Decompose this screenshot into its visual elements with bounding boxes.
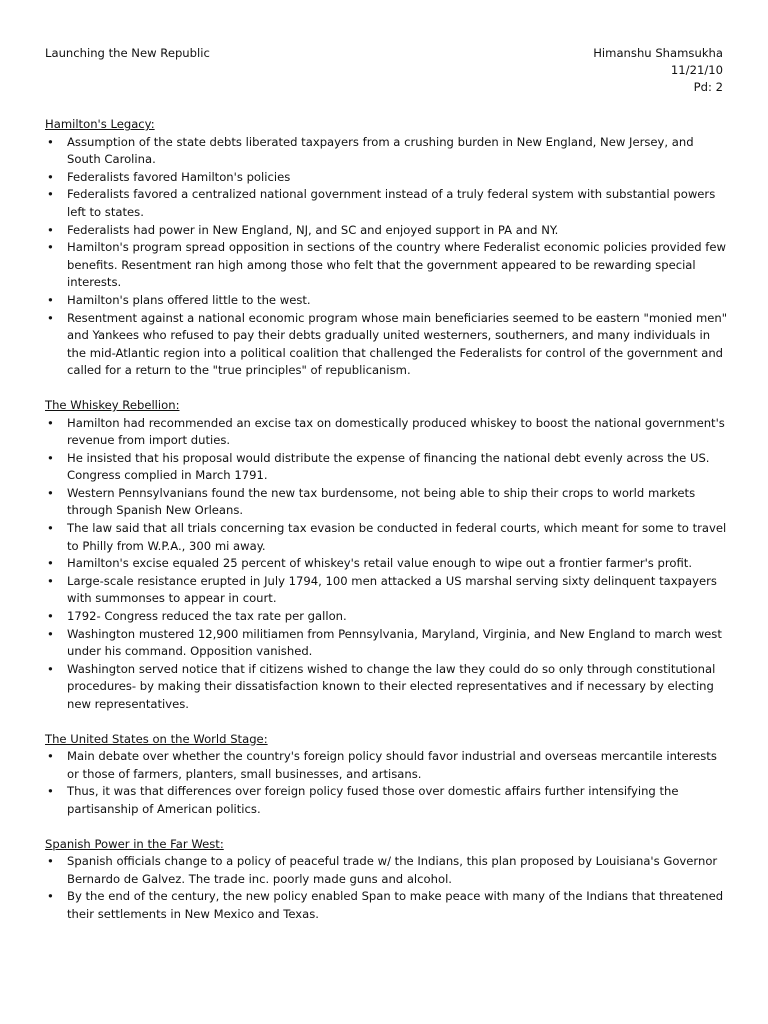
bullet-item: • Hamilton's plans offered little to the west. bbox=[45, 292, 729, 310]
bullet-list bbox=[45, 853, 729, 923]
section-whiskey-rebellion bbox=[45, 397, 729, 714]
bullet-list bbox=[45, 415, 729, 714]
author-name: Himanshu Shamsukha bbox=[593, 46, 723, 60]
bullet-item: • He insisted that his proposal would distribute the expense of financing the national debt evenly across the US. Congress complied in March 1791. bbox=[45, 450, 729, 485]
document-meta bbox=[593, 45, 723, 97]
bullet-item: • The law said that all trials concerning tax evasion be conducted in federal courts, which meant for some to travel to Philly from W.P.A., 300 mi away. bbox=[45, 520, 729, 555]
document-date: 11/21/10 bbox=[670, 63, 723, 78]
bullet-item: • Assumption of the state debts liberated taxpayers from a crushing burden in New England, New Jersey, and South Carolina. bbox=[45, 134, 729, 169]
bullet-item: • Western Pennsylvanians found the new tax burdensome, not being able to ship their crops to world markets through Spanish New Orleans. bbox=[45, 485, 729, 520]
bullet-item: • Federalists had power in New England, NJ, and SC and enjoyed support in PA and NY. bbox=[45, 222, 729, 240]
section-heading: The Whiskey Rebellion: bbox=[45, 397, 180, 412]
document-title: Launching the New Republic bbox=[45, 46, 210, 60]
bullet-item: • By the end of the century, the new policy enabled Span to make peace with many of the Indians that threatened their settlements in New Mexico and Texas. bbox=[45, 888, 729, 923]
bullet-item: • Hamilton had recommended an excise tax on domestically produced whiskey to boost the national government's revenue from import duties. bbox=[45, 415, 729, 450]
bullet-item: • Large-scale resistance erupted in July 1794, 100 men attacked a US marshal serving sixty delinquent taxpayers with summonses to appear in court. bbox=[45, 573, 729, 608]
bullet-item: • Federalists favored a centralized national government instead of a truly federal system with substantial powers left to states. bbox=[45, 186, 729, 221]
bullet-list bbox=[45, 134, 729, 380]
bullet-list bbox=[45, 748, 729, 818]
bullet-item: • 1792- Congress reduced the tax rate per gallon. bbox=[45, 608, 729, 626]
bullet-item: • Washington mustered 12,900 militiamen from Pennsylvania, Maryland, Virginia, and New England to march west under his command. Opposition vanished. bbox=[45, 626, 729, 661]
notes-body bbox=[45, 116, 729, 941]
bullet-item: • Main debate over whether the country's foreign policy should favor industrial and overseas mercantile interests or those of farmers, planters, small businesses, and artisans. bbox=[45, 748, 729, 783]
bullet-item: • Hamilton's excise equaled 25 percent of whiskey's retail value enough to wipe out a frontier farmer's profit. bbox=[45, 555, 729, 573]
bullet-item: • Federalists favored Hamilton's policies bbox=[45, 169, 729, 187]
bullet-item: • Resentment against a national economic program whose main beneficiaries seemed to be eastern "monied men" and Yankees who refused to pay their debts gradually united westerners, southerners, and many individuals in the mid-Atlantic region into a political coalition that challenged the Federalists for control of the government and called for a return to the "true principles" of republicanism. bbox=[45, 310, 729, 380]
bullet-item: • Spanish officials change to a policy of peaceful trade w/ the Indians, this plan proposed by Louisiana's Governor Bernardo de Galvez. The trade inc. poorly made guns and alcohol. bbox=[45, 853, 729, 888]
section-spanish-power bbox=[45, 836, 729, 924]
section-heading: The United States on the World Stage: bbox=[45, 731, 268, 746]
section-world-stage bbox=[45, 731, 729, 819]
section-heading: Hamilton's Legacy: bbox=[45, 117, 155, 131]
bullet-item: • Thus, it was that differences over foreign policy fused those over domestic affairs further intensifying the partisanship of American politics. bbox=[45, 783, 729, 818]
section-heading: Spanish Power in the Far West: bbox=[45, 836, 224, 851]
bullet-item: • Washington served notice that if citizens wished to change the law they could do so only through constitutional procedures- by making their dissatisfaction known to their elected representatives and if necessary by electing new representatives. bbox=[45, 661, 729, 714]
class-period: Pd: 2 bbox=[693, 80, 723, 95]
section-hamiltons-legacy bbox=[45, 116, 729, 380]
bullet-item: • Hamilton's program spread opposition in sections of the country where Federalist economic policies provided few benefits. Resentment ran high among those who felt that the government appeared to be rewarding special interests. bbox=[45, 239, 729, 292]
